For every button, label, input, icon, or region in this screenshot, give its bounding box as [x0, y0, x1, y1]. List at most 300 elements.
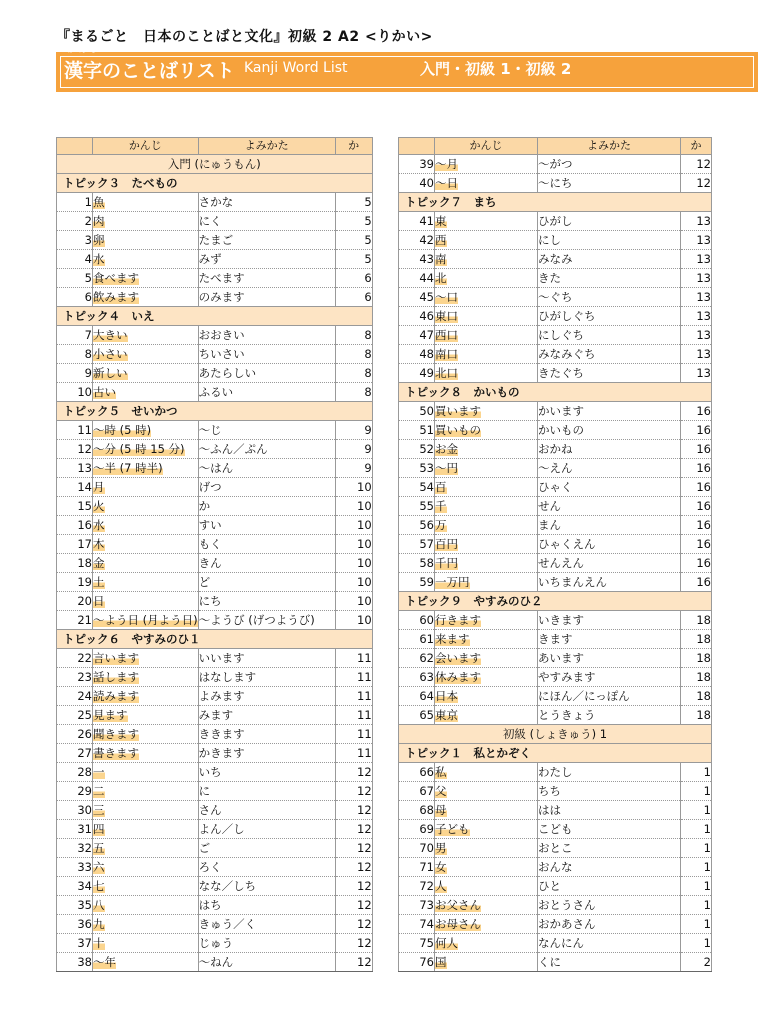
table-row — [57, 763, 373, 782]
table-row — [399, 516, 712, 535]
row-number: 13 — [57, 459, 93, 478]
row-number: 37 — [57, 934, 93, 953]
row-number: 35 — [57, 896, 93, 915]
kanji-word: 水 — [93, 518, 105, 532]
kanji-word: ～円 — [435, 461, 458, 475]
kanji-word: 子ども — [435, 822, 470, 836]
row-number: 25 — [57, 706, 93, 725]
unit-cell: 18 — [681, 611, 712, 630]
kanji-cell — [93, 421, 199, 440]
kanji-cell — [93, 269, 199, 288]
kanji-cell — [435, 440, 538, 459]
reading-cell: いきます — [538, 611, 681, 630]
kanji-cell — [435, 896, 538, 915]
table-row — [399, 497, 712, 516]
kanji-word: 一 — [93, 765, 105, 779]
unit-cell: 12 — [681, 174, 712, 193]
row-number: 17 — [57, 535, 93, 554]
kanji-cell — [93, 250, 199, 269]
reading-cell: ご — [198, 839, 335, 858]
table-row — [399, 839, 712, 858]
kanji-word: 八 — [93, 898, 105, 912]
row-number: 48 — [399, 345, 435, 364]
reading-cell: とうきょう — [538, 706, 681, 725]
kanji-word: 見ます — [93, 708, 128, 722]
kanji-cell — [93, 212, 199, 231]
col-no — [57, 138, 93, 155]
unit-cell: 13 — [681, 269, 712, 288]
unit-cell: 12 — [335, 953, 372, 972]
topic-label: トピック９ やすみのひ２ — [399, 592, 712, 611]
kanji-cell — [435, 288, 538, 307]
table-row — [57, 839, 373, 858]
row-number: 63 — [399, 668, 435, 687]
unit-cell: 13 — [681, 345, 712, 364]
reading-cell: ききます — [198, 725, 335, 744]
kanji-cell — [435, 687, 538, 706]
table-row — [57, 668, 373, 687]
row-number: 9 — [57, 364, 93, 383]
kanji-cell — [93, 896, 199, 915]
row-number: 1 — [57, 193, 93, 212]
unit-cell: 10 — [335, 516, 372, 535]
kanji-cell — [435, 820, 538, 839]
kanji-cell — [435, 174, 538, 193]
reading-cell: よみます — [198, 687, 335, 706]
kanji-cell — [93, 706, 199, 725]
topic-label: トピック５ せいかつ — [57, 402, 373, 421]
row-number: 19 — [57, 573, 93, 592]
unit-cell: 6 — [335, 269, 372, 288]
table-row — [57, 554, 373, 573]
row-number: 57 — [399, 535, 435, 554]
reading-cell: に — [198, 782, 335, 801]
unit-cell: 12 — [335, 763, 372, 782]
row-number: 32 — [57, 839, 93, 858]
unit-cell: 5 — [335, 212, 372, 231]
reading-cell: せんえん — [538, 554, 681, 573]
col-yomi: よみかた — [198, 138, 335, 155]
reading-cell: せん — [538, 497, 681, 516]
kanji-cell — [435, 307, 538, 326]
kanji-word: ～年 — [93, 955, 116, 969]
row-number: 6 — [57, 288, 93, 307]
unit-cell: 13 — [681, 326, 712, 345]
row-number: 33 — [57, 858, 93, 877]
kanji-cell — [93, 725, 199, 744]
unit-cell: 1 — [681, 820, 712, 839]
reading-cell: じゅう — [198, 934, 335, 953]
kanji-cell — [435, 915, 538, 934]
kanji-cell — [93, 934, 199, 953]
row-number: 45 — [399, 288, 435, 307]
reading-cell: ふるい — [198, 383, 335, 402]
reading-cell: たべます — [198, 269, 335, 288]
kanji-cell — [93, 801, 199, 820]
unit-cell: 13 — [681, 364, 712, 383]
kanji-word: 千 — [435, 499, 447, 513]
topic-label: トピック８ かいもの — [399, 383, 712, 402]
kanji-word: 買います — [435, 404, 481, 418]
col-unit: か — [681, 138, 712, 155]
kanji-word: 食べます — [93, 271, 139, 285]
level-label: 初級 (しょきゅう) 1 — [399, 725, 712, 744]
unit-cell: 1 — [681, 915, 712, 934]
row-number: 39 — [399, 155, 435, 174]
row-number: 60 — [399, 611, 435, 630]
reading-cell: みず — [198, 250, 335, 269]
table-row — [399, 288, 712, 307]
table-row — [399, 649, 712, 668]
topic-label: トピック４ いえ — [57, 307, 373, 326]
kanji-cell — [435, 763, 538, 782]
kanji-cell — [93, 440, 199, 459]
row-number: 51 — [399, 421, 435, 440]
table-row — [399, 611, 712, 630]
kanji-cell — [435, 516, 538, 535]
table-row — [399, 269, 712, 288]
reading-cell: いちまんえん — [538, 573, 681, 592]
table-row — [57, 915, 373, 934]
kanji-word: 会います — [435, 651, 481, 665]
reading-cell: ～にち — [538, 174, 681, 193]
table-row — [399, 915, 712, 934]
table-row — [57, 535, 373, 554]
kanji-cell — [93, 459, 199, 478]
kanji-cell — [93, 326, 199, 345]
unit-cell: 10 — [335, 554, 372, 573]
unit-cell: 11 — [335, 744, 372, 763]
table-row — [399, 440, 712, 459]
unit-cell: 10 — [335, 497, 372, 516]
kanji-word: 六 — [93, 860, 105, 874]
reading-cell: ひゃくえん — [538, 535, 681, 554]
kanji-cell — [93, 497, 199, 516]
table-row — [399, 421, 712, 440]
unit-cell: 12 — [335, 877, 372, 896]
row-number: 18 — [57, 554, 93, 573]
table-row — [57, 459, 373, 478]
row-number: 44 — [399, 269, 435, 288]
reading-cell: こども — [538, 820, 681, 839]
reading-cell: たまご — [198, 231, 335, 250]
row-number: 54 — [399, 478, 435, 497]
level-header-row — [399, 725, 712, 744]
row-number: 20 — [57, 592, 93, 611]
reading-cell: くに — [538, 953, 681, 972]
kanji-cell — [435, 877, 538, 896]
kanji-cell — [93, 345, 199, 364]
row-number: 56 — [399, 516, 435, 535]
kanji-cell — [435, 402, 538, 421]
kanji-word: 男 — [435, 841, 447, 855]
reading-cell: ～じ — [198, 421, 335, 440]
row-number: 2 — [57, 212, 93, 231]
reading-cell: やすみます — [538, 668, 681, 687]
reading-cell: にく — [198, 212, 335, 231]
reading-cell: ちいさい — [198, 345, 335, 364]
col-kanji: かんじ — [93, 138, 199, 155]
table-row — [399, 820, 712, 839]
reading-cell: かきます — [198, 744, 335, 763]
unit-cell: 9 — [335, 459, 372, 478]
reading-cell: かいもの — [538, 421, 681, 440]
row-number: 75 — [399, 934, 435, 953]
kanji-cell — [435, 573, 538, 592]
kanji-word: 火 — [93, 499, 105, 513]
kanji-word: 来ます — [435, 632, 470, 646]
kanji-cell — [93, 535, 199, 554]
table-row — [399, 345, 712, 364]
row-number: 47 — [399, 326, 435, 345]
kanji-word: 南口 — [435, 347, 458, 361]
kanji-cell — [93, 915, 199, 934]
table-row — [57, 440, 373, 459]
kanji-word: 南 — [435, 252, 447, 266]
row-number: 16 — [57, 516, 93, 535]
reading-cell: みなみぐち — [538, 345, 681, 364]
reading-cell: はは — [538, 801, 681, 820]
unit-cell: 2 — [681, 953, 712, 972]
unit-cell: 12 — [335, 801, 372, 820]
kanji-word: 百 — [435, 480, 447, 494]
kanji-word: 小さい — [93, 347, 128, 361]
row-number: 64 — [399, 687, 435, 706]
reading-cell: きん — [198, 554, 335, 573]
kanji-word: 百円 — [435, 537, 458, 551]
table-row — [399, 801, 712, 820]
unit-cell: 13 — [681, 288, 712, 307]
table-row — [57, 516, 373, 535]
unit-cell: 8 — [335, 383, 372, 402]
kanji-word: 話します — [93, 670, 139, 684]
row-number: 27 — [57, 744, 93, 763]
kanji-word: 休みます — [435, 670, 481, 684]
topic-header-row — [399, 193, 712, 212]
kanji-cell — [93, 649, 199, 668]
table-row — [399, 763, 712, 782]
unit-cell: 9 — [335, 421, 372, 440]
row-number: 49 — [399, 364, 435, 383]
reading-cell: おおきい — [198, 326, 335, 345]
table-row — [399, 402, 712, 421]
kanji-cell — [435, 250, 538, 269]
unit-cell: 18 — [681, 668, 712, 687]
kanji-cell — [435, 630, 538, 649]
table-row — [57, 478, 373, 497]
row-number: 52 — [399, 440, 435, 459]
kanji-word: 私 — [435, 765, 447, 779]
table-row — [399, 953, 712, 972]
unit-cell: 10 — [335, 535, 372, 554]
kanji-word: 人 — [435, 879, 447, 893]
unit-cell: 8 — [335, 326, 372, 345]
kanji-word: 五 — [93, 841, 105, 855]
kanji-word: 買いもの — [435, 423, 481, 437]
unit-cell: 5 — [335, 231, 372, 250]
table-row — [57, 725, 373, 744]
kanji-cell — [93, 953, 199, 972]
reading-cell: きゅう／く — [198, 915, 335, 934]
kanji-word: 卵 — [93, 233, 105, 247]
table-row — [399, 307, 712, 326]
unit-cell: 11 — [335, 706, 372, 725]
kanji-word: 金 — [93, 556, 105, 570]
reading-cell: すい — [198, 516, 335, 535]
kanji-cell — [93, 839, 199, 858]
kanji-word: 飲みます — [93, 290, 139, 304]
unit-cell: 11 — [335, 725, 372, 744]
row-number: 12 — [57, 440, 93, 459]
kanji-cell — [435, 535, 538, 554]
kanji-cell — [435, 706, 538, 725]
unit-cell: 13 — [681, 212, 712, 231]
unit-cell: 1 — [681, 801, 712, 820]
kanji-cell — [435, 231, 538, 250]
reading-cell: かいます — [538, 402, 681, 421]
table-row — [399, 782, 712, 801]
source-title: 『まるごと 日本のことばと文化』初級 2 A2 <りかい> — [56, 29, 433, 45]
topic-label: トピック１ 私とかぞく — [399, 744, 712, 763]
kanji-word: ～時 (5 時) — [93, 423, 152, 437]
row-number: 30 — [57, 801, 93, 820]
unit-cell: 12 — [335, 839, 372, 858]
row-number: 7 — [57, 326, 93, 345]
kanji-cell — [93, 193, 199, 212]
unit-cell: 11 — [335, 687, 372, 706]
topic-label: トピック３ たべもの — [57, 174, 373, 193]
row-number: 5 — [57, 269, 93, 288]
reading-cell: みます — [198, 706, 335, 725]
reading-cell: ひと — [538, 877, 681, 896]
unit-cell: 6 — [335, 288, 372, 307]
unit-cell: 11 — [335, 649, 372, 668]
reading-cell: きたぐち — [538, 364, 681, 383]
unit-cell: 5 — [335, 193, 372, 212]
kanji-cell — [93, 592, 199, 611]
row-number: 40 — [399, 174, 435, 193]
kanji-word: 古い — [93, 385, 116, 399]
topic-header-row — [57, 630, 373, 649]
reading-cell: ひゃく — [538, 478, 681, 497]
kanji-word: ～月 — [435, 157, 458, 171]
row-number: 43 — [399, 250, 435, 269]
unit-cell: 13 — [681, 231, 712, 250]
row-number: 55 — [399, 497, 435, 516]
kanji-cell — [93, 611, 199, 630]
row-number: 10 — [57, 383, 93, 402]
row-number: 4 — [57, 250, 93, 269]
kanji-word: ～口 — [435, 290, 458, 304]
unit-cell: 5 — [335, 250, 372, 269]
row-number: 76 — [399, 953, 435, 972]
kanji-cell — [93, 687, 199, 706]
kanji-word: 万 — [435, 518, 447, 532]
kanji-word: 木 — [93, 537, 105, 551]
unit-cell: 16 — [681, 573, 712, 592]
kanji-cell — [93, 820, 199, 839]
table-row — [399, 630, 712, 649]
reading-cell: なな／しち — [198, 877, 335, 896]
kanji-word: 十 — [93, 936, 105, 950]
table-row — [399, 535, 712, 554]
kanji-word: 日本 — [435, 689, 458, 703]
kanji-word: 九 — [93, 917, 105, 931]
row-number: 74 — [399, 915, 435, 934]
row-number: 53 — [399, 459, 435, 478]
table-row — [399, 155, 712, 174]
col-unit: か — [335, 138, 372, 155]
kanji-cell — [435, 459, 538, 478]
unit-cell: 10 — [335, 592, 372, 611]
row-number: 67 — [399, 782, 435, 801]
reading-cell: はち — [198, 896, 335, 915]
kanji-word: 読みます — [93, 689, 139, 703]
reading-cell: にしぐち — [538, 326, 681, 345]
kanji-word: 東口 — [435, 309, 458, 323]
table-row — [57, 212, 373, 231]
row-number: 61 — [399, 630, 435, 649]
table-row — [57, 801, 373, 820]
unit-cell: 12 — [335, 820, 372, 839]
unit-cell: 12 — [335, 934, 372, 953]
table-row — [57, 687, 373, 706]
row-number: 42 — [399, 231, 435, 250]
unit-cell: 8 — [335, 364, 372, 383]
title-levels: 入門・初級 1・初級 2 — [420, 60, 572, 78]
reading-cell: おかね — [538, 440, 681, 459]
table-header — [57, 138, 373, 155]
col-yomi: よみかた — [538, 138, 681, 155]
kanji-cell — [93, 288, 199, 307]
kanji-word: 西 — [435, 233, 447, 247]
table-row — [57, 858, 373, 877]
table-row — [57, 497, 373, 516]
unit-cell: 11 — [335, 668, 372, 687]
kanji-word: お母さん — [435, 917, 481, 931]
unit-cell: 1 — [681, 877, 712, 896]
kanji-word: 三 — [93, 803, 105, 817]
kanji-word: 千円 — [435, 556, 458, 570]
unit-cell: 16 — [681, 554, 712, 573]
table-row — [57, 649, 373, 668]
table-row — [399, 706, 712, 725]
unit-cell: 16 — [681, 421, 712, 440]
table-row — [399, 573, 712, 592]
table-row — [57, 706, 373, 725]
table-row — [57, 934, 373, 953]
kanji-cell — [93, 877, 199, 896]
reading-cell: わたし — [538, 763, 681, 782]
unit-cell: 9 — [335, 440, 372, 459]
row-number: 73 — [399, 896, 435, 915]
table-row — [57, 383, 373, 402]
reading-cell: いち — [198, 763, 335, 782]
kanji-cell — [93, 858, 199, 877]
kanji-word: 女 — [435, 860, 447, 874]
kanji-cell — [93, 744, 199, 763]
unit-cell: 1 — [681, 896, 712, 915]
word-table-left — [56, 137, 373, 972]
reading-cell: ちち — [538, 782, 681, 801]
table-row — [399, 554, 712, 573]
row-number: 22 — [57, 649, 93, 668]
row-number: 71 — [399, 858, 435, 877]
row-number: 28 — [57, 763, 93, 782]
kanji-cell — [435, 801, 538, 820]
reading-cell: ひがしぐち — [538, 307, 681, 326]
row-number: 70 — [399, 839, 435, 858]
